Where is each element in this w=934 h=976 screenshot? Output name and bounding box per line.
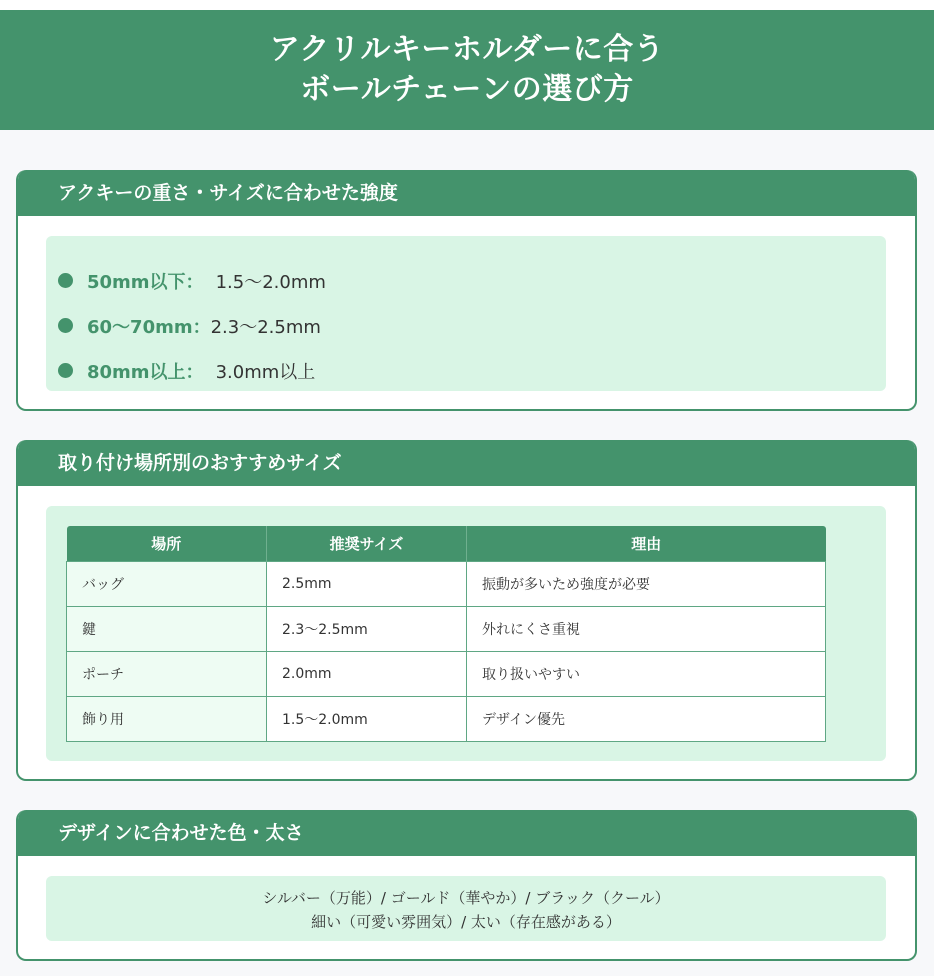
list-item — [58, 258, 886, 303]
cell-size: 1.5〜2.0mm — [267, 696, 467, 741]
bullet-dot-icon — [58, 363, 73, 378]
cell-size: 2.0mm — [267, 651, 467, 696]
chain-size-value: 1.5〜2.0mm — [215, 271, 326, 293]
size-label: 80mm以上： — [87, 361, 204, 383]
table-row — [67, 696, 826, 741]
color-options-text: シルバー（万能）/ ゴールド（華やか）/ ブラック（クール） — [262, 889, 670, 907]
strength-heading: アクキーの重さ・サイズに合わせた強度 — [18, 170, 915, 216]
recommendation-table — [66, 526, 826, 742]
chain-size-value: 2.3〜2.5mm — [210, 316, 321, 338]
table-row — [67, 651, 826, 696]
column-header-size: 推奨サイズ — [267, 526, 467, 561]
column-header-location: 場所 — [67, 526, 267, 561]
location-heading: 取り付け場所別のおすすめサイズ — [18, 440, 915, 486]
location-table-box — [46, 506, 886, 761]
thickness-options-text: 細い（可愛い雰囲気）/ 太い（存在感がある） — [311, 913, 621, 931]
hero-banner — [0, 10, 934, 130]
list-item — [58, 348, 886, 393]
table-row — [67, 561, 826, 606]
bullet-dot-icon — [58, 318, 73, 333]
page-title-line2: ボールチェーンの選び方 — [300, 72, 634, 107]
design-card — [16, 810, 917, 961]
bullet-dot-icon — [58, 273, 73, 288]
page-title-line1: アクリルキーホルダーに合う — [269, 32, 665, 67]
chain-size-value: 3.0mm以上 — [215, 361, 316, 383]
cell-size: 2.3〜2.5mm — [267, 606, 467, 651]
cell-reason: 振動が多いため強度が必要 — [467, 561, 826, 606]
location-card — [16, 440, 917, 781]
cell-size: 2.5mm — [267, 561, 467, 606]
size-label: 50mm以下： — [87, 271, 204, 293]
cell-location: 鍵 — [67, 606, 267, 651]
cell-reason: デザイン優先 — [467, 696, 826, 741]
cell-location: ポーチ — [67, 651, 267, 696]
table-header-row — [67, 526, 826, 561]
cell-reason: 外れにくさ重視 — [467, 606, 826, 651]
strength-list-box — [46, 236, 886, 391]
cell-reason: 取り扱いやすい — [467, 651, 826, 696]
column-header-reason: 理由 — [467, 526, 826, 561]
table-row — [67, 606, 826, 651]
strength-card — [16, 170, 917, 411]
top-band — [0, 0, 934, 10]
list-item — [58, 303, 886, 348]
cell-location: バッグ — [67, 561, 267, 606]
design-text-box — [46, 876, 886, 941]
cell-location: 飾り用 — [67, 696, 267, 741]
size-label: 60〜70mm： — [87, 316, 211, 338]
design-heading: デザインに合わせた色・太さ — [18, 810, 915, 856]
